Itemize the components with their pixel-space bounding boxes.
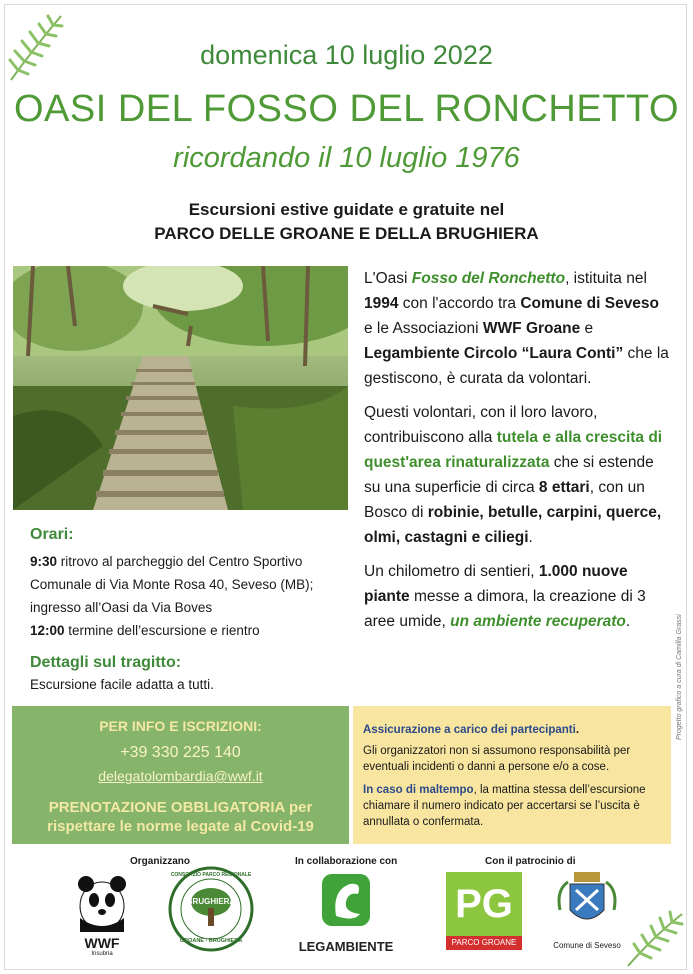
page-subtitle: ricordando il 10 luglio 1976 bbox=[173, 142, 520, 174]
parco-groane-logo bbox=[446, 872, 522, 954]
legambiente-logo bbox=[298, 872, 394, 952]
event-date: domenica 10 luglio 2022 bbox=[200, 40, 493, 70]
notice-title: Assicurazione a carico dei partecipanti. bbox=[363, 724, 580, 736]
intro-line-1: Escursioni estive guidate e gratuite nel bbox=[188, 200, 505, 219]
wwf-subtext: Insubria bbox=[91, 951, 113, 957]
comune-seveso-logo bbox=[552, 870, 622, 956]
wwf-logo bbox=[72, 872, 132, 957]
notice-box bbox=[353, 706, 671, 844]
dettagli-text: Escursione facile adatta a tutti. bbox=[30, 677, 214, 692]
parco-top-text: CONSORZIO PARCO REGIONALE bbox=[170, 872, 252, 878]
info-heading: PER INFO E ISCRIZIONI: bbox=[99, 718, 262, 734]
forest-stairs-photo bbox=[13, 266, 348, 510]
description-paragraph-1: L'Oasi Fosso del Ronchetto, istituita nel 1994 con l'accordo tra Comune di Seveso e le Associazioni WWF Groane e Legambiente Circolo “Laura Conti” che la gestiscono, è curata da volontari. bbox=[364, 270, 669, 387]
parco-brughiera-logo bbox=[168, 866, 254, 952]
wwf-text: WWF bbox=[84, 935, 120, 951]
info-phone[interactable]: +39 330 225 140 bbox=[120, 744, 241, 761]
organizers-label: Organizzano bbox=[130, 856, 191, 867]
intro-line-2: PARCO DELLE GROANE E DELLA BRUGHIERA bbox=[154, 224, 539, 243]
patronage-label: Con il patrocinio di bbox=[485, 856, 576, 867]
notice-text-2: In caso di maltempo, la mattina stessa dell’escursione chiamare il numero indicato per accertarsi se l’uscita è annullata o confermata. bbox=[363, 784, 646, 828]
legambiente-text: LEGAMBIENTE bbox=[298, 939, 394, 954]
info-box bbox=[12, 706, 349, 844]
dettagli-heading: Dettagli sul tragitto: bbox=[30, 654, 182, 671]
description-paragraph-3: Un chilometro di sentieri, 1.000 nuove piante messe a dimora, la creazione di 3 aree umide, un ambiente recuperato. bbox=[364, 563, 646, 630]
parco-bottom-text: GROANE - BRUGHIERA bbox=[179, 938, 243, 944]
orari-text bbox=[30, 550, 350, 642]
pg-text: PG bbox=[446, 872, 522, 936]
pg-subtext: PARCO GROANE bbox=[446, 936, 522, 950]
fern-decoration-icon bbox=[624, 908, 684, 968]
panda-icon bbox=[72, 872, 132, 932]
parco-mid-text: BRUGHIERA bbox=[186, 897, 236, 906]
collaboration-label: In collaborazione con bbox=[295, 856, 398, 867]
design-credit: Progetto grafico a cura di Camilla Grassi bbox=[676, 614, 683, 740]
orari-line-1: 9:30 ritrovo al parcheggio del Centro Sportivo Comunale di Via Monte Rosa 40, Seveso (MB); ingresso all’Oasi da Via Boves bbox=[30, 554, 314, 615]
info-email-link[interactable]: delegatolombardia@wwf.it bbox=[98, 768, 263, 784]
description-text bbox=[364, 266, 669, 643]
coat-of-arms-icon bbox=[552, 870, 622, 936]
seveso-text: Comune di Seveso bbox=[553, 941, 621, 950]
page-title: OASI DEL FOSSO DEL RONCHETTO bbox=[13, 88, 680, 130]
swan-icon bbox=[298, 872, 394, 928]
orari-heading: Orari: bbox=[30, 526, 74, 543]
orari-line-2: 12:00 termine dell’escursione e rientro bbox=[30, 623, 260, 638]
notice-text-1: Gli organizzatori non si assumono responsabilità per eventuali incidenti o danni a persone e/o a cose. bbox=[363, 745, 631, 773]
booking-line-2: rispettare le norme legate al Covid-19 bbox=[47, 818, 314, 835]
booking-line-1: PRENOTAZIONE OBBLIGATORIA per bbox=[48, 799, 313, 816]
description-paragraph-2: Questi volontari, con il loro lavoro, contribuiscono alla tutela e alla crescita di quest'area rinaturalizzata che si estende su una superficie di circa 8 ettari, con un Bosco di robinie, betulle, carpini, querce, olmi, castagni e ciliegi. bbox=[364, 404, 663, 546]
